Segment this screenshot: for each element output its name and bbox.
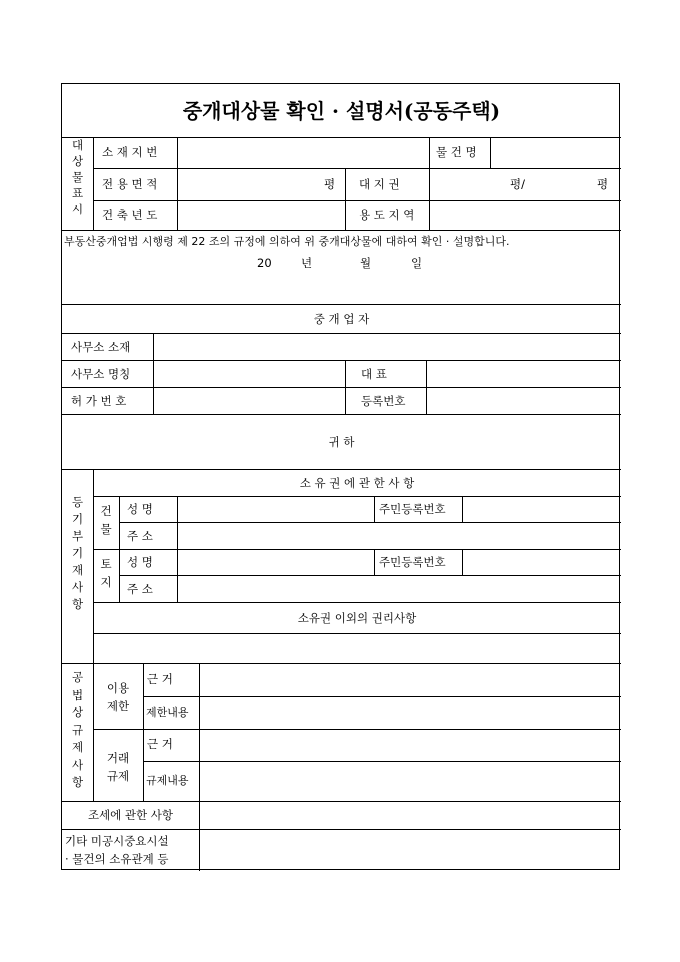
land-owner-address-label: 주 소 [127,582,153,596]
label-line: 거래 [106,751,130,765]
label-char: 건 [100,504,112,518]
label-char: 물 [71,170,84,184]
label-char: 법 [71,687,84,702]
divider [345,360,346,414]
label-char: 사 [71,580,84,594]
zone-label: 용 도 지 역 [359,208,415,222]
label-char: 등 [71,495,84,509]
divider [345,168,346,230]
date-year: 20 [257,256,272,270]
date-month-unit: 월 [360,256,372,270]
representative-label: 대 표 [361,367,387,381]
label-char: 공 [71,670,84,684]
label-line: 이용 [106,681,130,695]
building-resident-no-field[interactable] [463,497,619,522]
building-owner-name-label: 성 명 [127,502,153,516]
use-limit-basis-label: 근 거 [147,672,173,686]
registry-section-label [62,494,93,613]
divider [429,137,430,168]
use-limit-content-field[interactable] [200,697,619,729]
use-limit-content-label: 제한내용 [146,706,189,719]
date-year-unit: 년 [301,256,313,270]
divider [93,137,94,230]
label-char: 재 [71,563,84,577]
statement-text: 부동산중개업법 시행령 제 22 조의 규정에 의하여 위 중개대상물에 대하여 확인 · 설명합니다. [64,235,510,248]
building-owner-address-label: 주 소 [127,529,153,543]
other-rights-field[interactable] [94,634,619,663]
broker-header: 중 개 업 자 [313,312,370,326]
property-section-label [62,137,93,217]
building-owner-name-field[interactable] [178,497,374,522]
land-right-label: 대 지 권 [359,177,400,191]
registration-number-label: 등록번호 [361,394,406,408]
other-rights-header: 소유권 이외의 권리사항 [297,611,417,625]
label-char: 기 [71,512,84,526]
label-char: 사 [71,757,84,772]
area-unit: 평 [324,177,336,191]
trade-basis-label: 근 거 [147,737,173,751]
property-confirmation-form [61,83,620,870]
addressee: 귀 하 [328,435,355,449]
regulation-section-label [62,669,93,792]
zone-field[interactable] [430,201,619,230]
label-char: 지 [100,575,112,589]
label-char: 대 [71,138,84,152]
ownership-header: 소 유 권 에 관 한 사 항 [299,476,415,490]
location-field[interactable] [178,138,429,168]
property-name-label: 물 건 명 [436,145,477,159]
other-label-line1: 기타 미공시중요시설 [65,834,169,848]
land-unit-1: 평/ [510,177,525,191]
land-unit-2: 평 [597,177,609,191]
divider [119,496,120,602]
build-year-field[interactable] [178,201,345,230]
divider [143,663,144,801]
land-label [93,555,119,591]
trade-regulation-label [93,749,143,785]
trade-content-field[interactable] [200,762,619,801]
label-char: 항 [71,597,84,611]
representative-field[interactable] [427,361,619,387]
office-location-field[interactable] [154,334,619,360]
land-owner-address-field[interactable] [178,576,619,602]
office-name-label: 사무소 명칭 [71,367,131,381]
land-owner-name-field[interactable] [178,550,374,575]
area-field[interactable] [178,169,345,200]
trade-basis-field[interactable] [200,730,619,761]
other-field[interactable] [200,830,619,869]
building-label [93,502,119,538]
label-char: 제 [71,740,84,754]
office-location-label: 사무소 소재 [71,340,131,354]
label-line: 규제 [106,769,130,783]
use-limit-basis-field[interactable] [200,664,619,696]
label-char: 규 [71,722,84,737]
building-owner-address-field[interactable] [178,523,619,549]
land-resident-no-label: 주민등록번호 [379,555,446,569]
license-number-field[interactable] [154,388,345,414]
label-char: 물 [100,522,112,536]
land-owner-name-label: 성 명 [127,555,153,569]
label-line: 제한 [106,699,130,713]
divider [93,602,621,603]
other-label-line2: · 물건의 소유관계 등 [65,852,169,866]
label-char: 기 [71,546,84,560]
property-name-field[interactable] [491,138,619,168]
form-title: 중개대상물 확인 · 설명서(공동주택) [182,99,501,123]
divider [62,304,621,305]
label-char: 표 [71,186,84,200]
label-char: 상 [71,705,84,719]
divider [374,496,375,522]
label-char: 토 [100,557,112,571]
label-char: 상 [71,154,84,168]
divider [62,414,621,415]
label-char: 부 [71,529,84,543]
divider [62,230,621,231]
use-limit-label [93,679,143,715]
trade-content-label: 규제내용 [146,774,189,787]
tax-field[interactable] [200,802,619,829]
divider [374,549,375,575]
divider [62,469,621,470]
area-label: 전 용 면 적 [102,177,158,191]
date-day-unit: 일 [411,256,423,270]
license-number-label: 허 가 번 호 [71,394,127,408]
location-label: 소 재 지 번 [102,145,158,159]
building-resident-no-label: 주민등록번호 [379,502,446,516]
registration-number-field[interactable] [427,388,619,414]
label-char: 시 [71,202,84,216]
land-resident-no-field[interactable] [463,550,619,575]
label-char: 항 [71,775,84,789]
office-name-field[interactable] [154,361,345,387]
tax-label: 조세에 관한 사항 [87,808,174,822]
build-year-label: 건 축 년 도 [102,208,158,222]
